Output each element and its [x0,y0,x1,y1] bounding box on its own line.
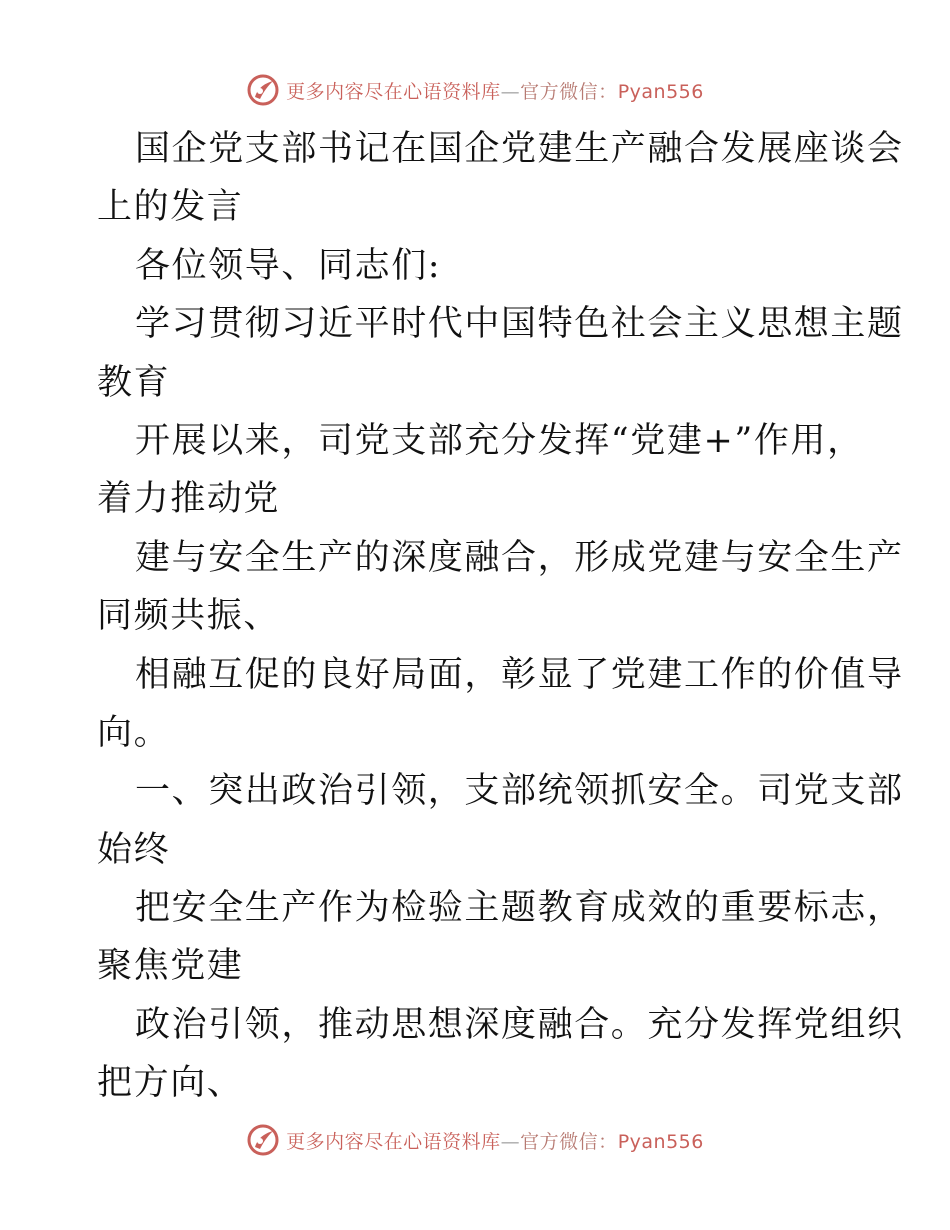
header-watermark [0,70,950,110]
red-circle-logo-icon [246,1123,280,1157]
watermark-main-text: 更多内容尽在心语资料库 [286,1130,501,1153]
paragraph-line: 向。 [97,712,171,753]
paragraph-line: 学习贯彻习近平时代中国特色社会主义思想主题 [135,304,904,345]
watermark-separator: — [500,80,521,103]
paragraph-line: 着力推动党 [97,479,281,520]
paragraph-line: 相融互促的良好局面，彰显了党建工作的价值导 [135,654,904,695]
footer-watermark [0,1120,950,1160]
watermark-text [286,1127,704,1154]
paragraph-line: 开展以来，司党支部充分发挥“党建+”作用， [135,420,864,461]
watermark-text [286,77,704,104]
paragraph-line: 把方向、 [97,1063,244,1104]
watermark-wechat-label: 官方微信： [520,80,618,103]
watermark-wechat-id: Pyan556 [617,1130,704,1153]
watermark-wechat-label: 官方微信： [520,1130,618,1153]
red-circle-logo-icon [246,73,280,107]
paragraph-line: 同频共振、 [97,596,281,637]
document-title-line: 国企党支部书记在国企党建生产融合发展座谈会 [135,129,904,169]
watermark-separator: — [500,1130,521,1153]
document-title-line: 上的发言 [97,187,244,228]
watermark-wechat-id: Pyan556 [617,80,704,103]
paragraph-line: 政治引领，推动思想深度融合。充分发挥党组织 [135,1004,904,1045]
paragraph-line: 始终 [97,829,171,870]
document-body [97,120,904,1113]
paragraph-line: 聚焦党建 [97,946,244,987]
section-heading-line: 一、突出政治引领，支部统领抓安全。司党支部 [135,771,904,812]
paragraph-line: 把安全生产作为检验主题教育成效的重要标志， [135,888,904,929]
paragraph-line: 教育 [97,362,171,403]
salutation-line: 各位领导、同志们: [135,245,442,286]
watermark-main-text: 更多内容尽在心语资料库 [286,80,501,103]
paragraph-line: 建与安全生产的深度融合，形成党建与安全生产 [135,537,904,578]
